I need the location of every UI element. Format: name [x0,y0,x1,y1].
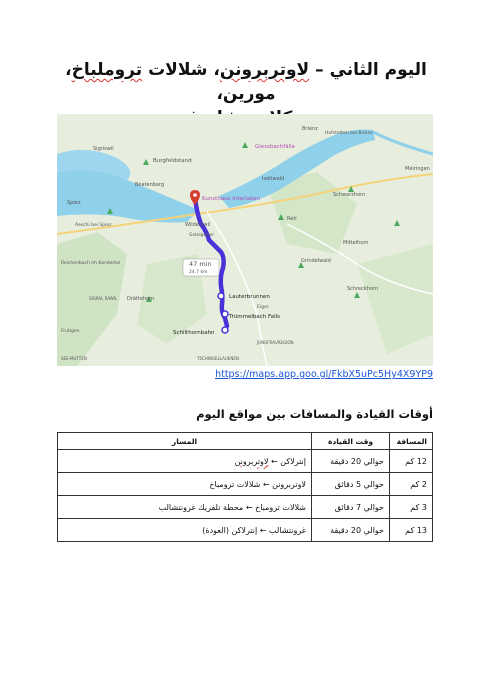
cell-time: حوالي 7 دقائق [312,496,390,519]
svg-text:Kunsthaus Interlaken: Kunsthaus Interlaken [202,196,260,202]
svg-text:Trümmelbach Falls: Trümmelbach Falls [229,314,280,320]
svg-text:Spiez: Spiez [67,200,81,206]
route-map[interactable] [57,114,433,366]
svg-text:Sigriswil: Sigriswil [93,146,114,152]
page-title: اليوم الثاني – لاوتربرونن، شلالات تروملباخ، مورين، [65,60,427,104]
svg-text:Drättehorn: Drättehorn [127,296,155,302]
table-title: أوقات القيادة والمسافات بين مواقع اليوم [196,407,433,421]
svg-text:JUNGFRAUREGION: JUNGFRAUREGION [257,340,294,345]
svg-text:Brienz: Brienz [302,126,318,132]
col-distance: المسافة [390,433,433,450]
svg-text:Schwarzhorn: Schwarzhorn [333,192,366,198]
col-time: وقت القيادة [312,433,390,450]
cell-time: حوالي 20 دقيقة [312,519,390,542]
svg-text:Schilthornbahn: Schilthornbahn [173,330,215,336]
svg-text:Lauterbrunnen: Lauterbrunnen [229,294,270,300]
table-row [58,496,433,519]
svg-text:Hofstetten bei Brienz: Hofstetten bei Brienz [325,131,373,136]
svg-text:Schreckhorn: Schreckhorn [347,286,379,292]
cell-route: إنترلاكن ← لاوتربرونن [58,450,312,473]
cell-time: حوالي 20 دقيقة [312,450,390,473]
svg-text:SIGRAL RAWIL: SIGRAL RAWIL [89,296,118,301]
svg-text:Beatenberg: Beatenberg [135,182,165,188]
cell-route: غرونتشالب ← إنترلاكن (العودة) [58,519,312,542]
svg-text:47 min: 47 min [189,260,212,268]
svg-text:Burgfeldstand: Burgfeldstand [153,158,192,164]
svg-text:Reichenbach im Kandertal: Reichenbach im Kandertal [61,261,121,266]
svg-text:TSCHINGELLAUENEN: TSCHINGELLAUENEN [197,356,239,361]
cell-distance: 2 كم [390,473,433,496]
cell-distance: 12 كم [390,450,433,473]
svg-text:Reti: Reti [287,216,297,222]
svg-text:SEE-MUTTEN: SEE-MUTTEN [61,356,87,361]
cell-distance: 13 كم [390,519,433,542]
table-row [58,519,433,542]
svg-text:Iseltwald: Iseltwald [262,176,285,182]
cell-route: شلالات ترومباخ ← محطة تلفريك غرونتشالب [58,496,312,519]
svg-text:Grindelwald: Grindelwald [301,258,331,264]
svg-text:Meiringen: Meiringen [405,166,430,172]
svg-text:Frutigen: Frutigen [61,329,80,334]
table-row [58,473,433,496]
table-row [58,450,433,473]
svg-text:Aeschi bei Spiez: Aeschi bei Spiez [75,223,112,228]
svg-text:Giessbachfälle: Giessbachfälle [255,144,296,150]
driving-table [57,432,433,542]
map-link[interactable]: https://maps.app.goo.gl/FkbX5uPc5Hy4X9YP9 [215,369,433,380]
svg-text:Wilderswil: Wilderswil [185,222,211,228]
cell-distance: 3 كم [390,496,433,519]
table-header-row [58,433,433,450]
svg-text:Mittelhorn: Mittelhorn [343,240,369,246]
col-route: المسار [58,433,312,450]
cell-route: لاوتربرونن ← شلالات ترومباخ [58,473,312,496]
cell-time: حوالي 5 دقائق [312,473,390,496]
svg-text:Eiger: Eiger [257,305,269,310]
svg-text:Gsteigwiler: Gsteigwiler [189,233,215,238]
svg-text:24.7 km: 24.7 km [189,270,208,275]
